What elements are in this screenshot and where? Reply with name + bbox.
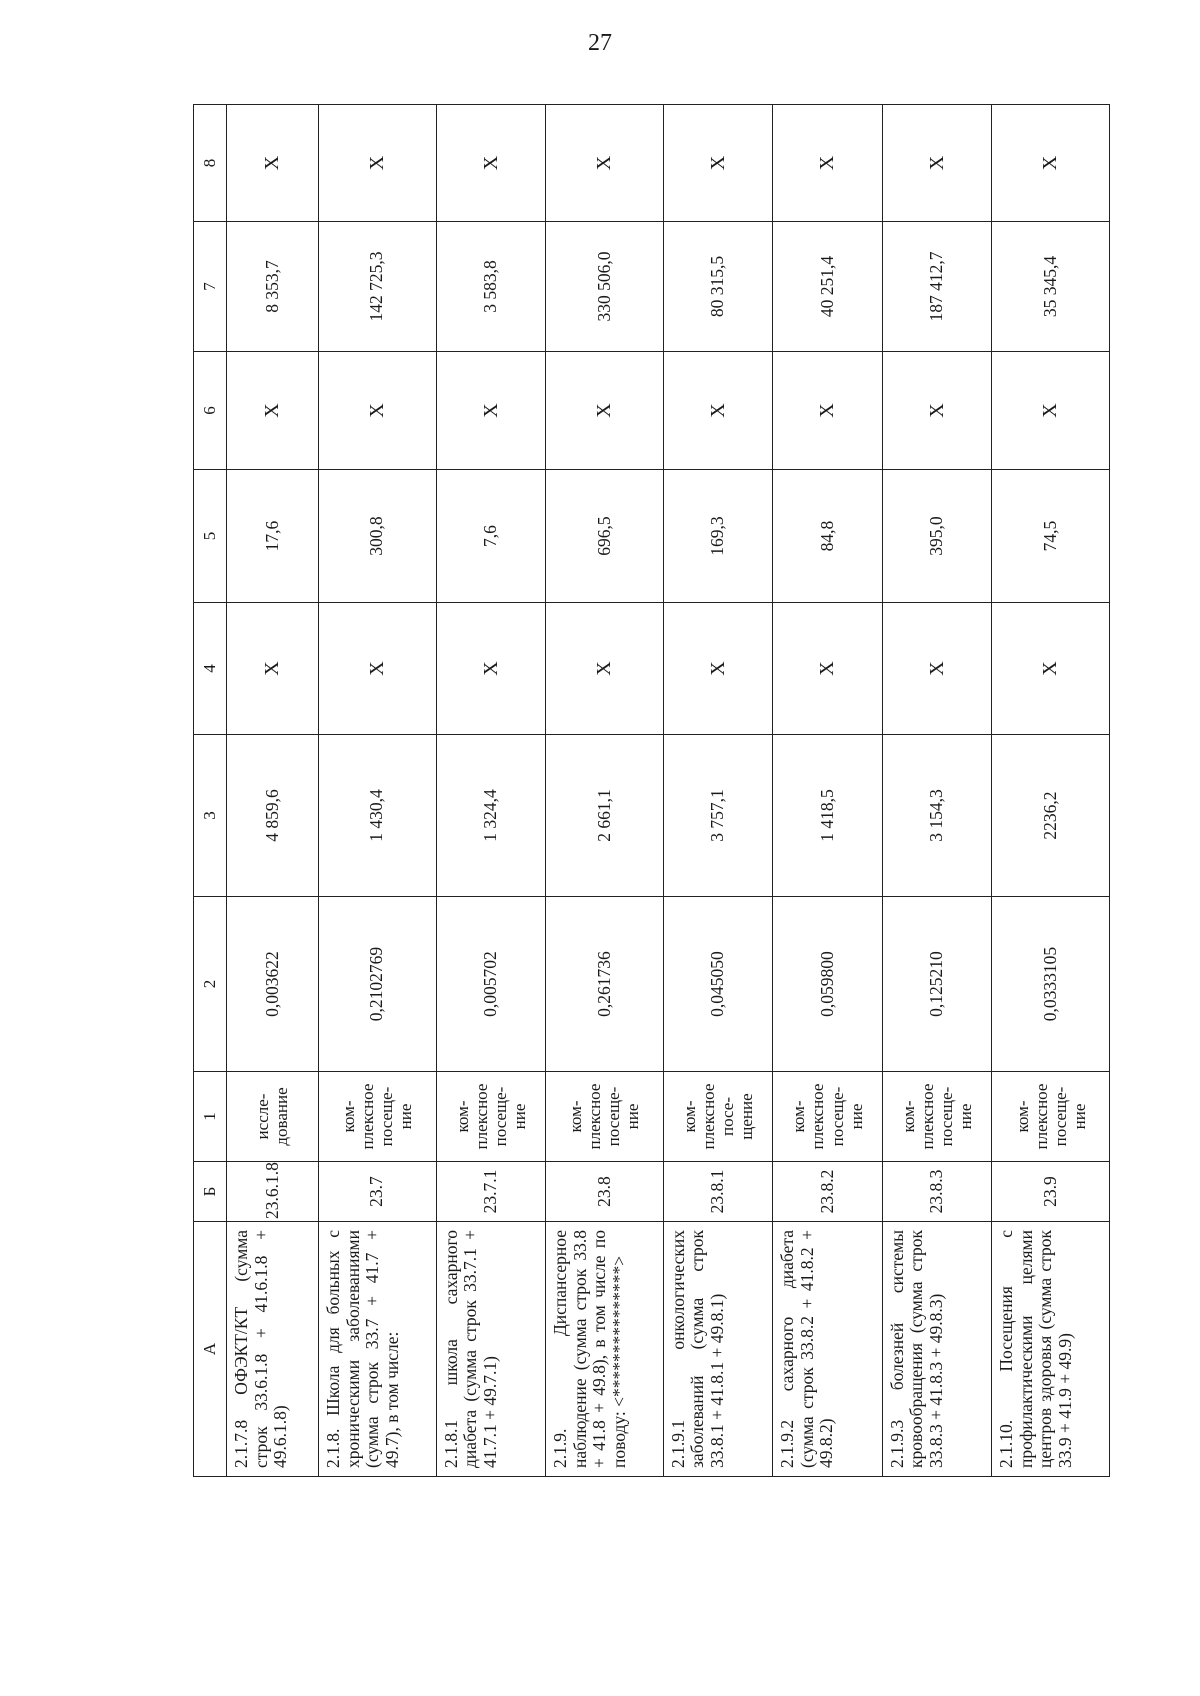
cell-col-4: X [773,603,882,735]
cell-col-2: 0,2102769 [318,897,436,1072]
header-cell-2: 2 [194,897,227,1072]
cell-col-8: X [663,105,772,222]
cell-col-7: 35 345,4 [992,222,1110,352]
row-name: 2.1.7.8 ОФЭКТ/КТ (сумма строк 33.6.1.8 + 41.6.1.8 + 49.6.1.8) [227,1222,319,1477]
table-row [773,105,882,1477]
cell-col-5: 395,0 [882,470,991,603]
row-unit: ком-плексное посеще-ние [882,1072,991,1162]
cell-col-2: 0,125210 [882,897,991,1072]
cell-col-2: 0,045050 [663,897,772,1072]
cell-col-4: X [992,603,1110,735]
cell-col-7: 40 251,4 [773,222,882,352]
cell-col-8: X [882,105,991,222]
cell-col-3: 3 154,3 [882,735,991,897]
cell-col-6: X [992,352,1110,470]
header-cell-b: Б [194,1162,227,1222]
cell-col-4: X [882,603,991,735]
row-name: 2.1.9.3 болезней системы кровообращения (сумма строк 33.8.3 + 41.8.3 + 49.8.3) [882,1222,991,1477]
cell-col-6: X [773,352,882,470]
row-name: 2.1.9.2 сахарного диабета (сумма строк 33.8.2 + 41.8.2 + 49.8.2) [773,1222,882,1477]
cell-col-2: 0,005702 [436,897,545,1072]
cell-col-5: 169,3 [663,470,772,603]
cell-col-7: 80 315,5 [663,222,772,352]
header-cell-5: 5 [194,470,227,603]
row-unit: иссле-дование [227,1072,319,1162]
cell-col-7: 8 353,7 [227,222,319,352]
cell-col-5: 7,6 [436,470,545,603]
cell-col-4: X [318,603,436,735]
row-code: 23.8 [546,1162,664,1222]
cell-col-4: X [546,603,664,735]
row-name: 2.1.8.1 школа сахарного диабета (сумма строк 33.7.1 + 41.7.1 + 49.7.1) [436,1222,545,1477]
row-code: 23.8.2 [773,1162,882,1222]
row-code: 23.9 [992,1162,1110,1222]
table-row [436,105,545,1477]
cell-col-6: X [318,352,436,470]
row-code: 23.7.1 [436,1162,545,1222]
cell-col-6: X [227,352,319,470]
cell-col-3: 2 661,1 [546,735,664,897]
header-cell-6: 6 [194,352,227,470]
cell-col-5: 696,5 [546,470,664,603]
cell-col-4: X [436,603,545,735]
table-row [882,105,991,1477]
cell-col-2: 0,261736 [546,897,664,1072]
header-cell-4: 4 [194,603,227,735]
cell-col-3: 1 324,4 [436,735,545,897]
row-unit: ком-плексное посеще-ние [773,1072,882,1162]
cell-col-5: 74,5 [992,470,1110,603]
cell-col-6: X [436,352,545,470]
row-name: 2.1.9. Диспансерное наблюдение (сумма строк 33.8 + 41.8 + 49.8), в том числе по поводу: <***************> [546,1222,664,1477]
cell-col-7: 187 412,7 [882,222,991,352]
data-table [193,104,1110,1477]
header-cell-1: 1 [194,1072,227,1162]
row-name: 2.1.9.1 онкологических заболеваний (сумма строк 33.8.1 + 41.8.1 + 49.8.1) [663,1222,772,1477]
cell-col-3: 1 430,4 [318,735,436,897]
row-code: 23.6.1.8 [227,1162,319,1222]
cell-col-3: 3 757,1 [663,735,772,897]
row-unit: ком-плексное посеще-ние [436,1072,545,1162]
cell-col-6: X [663,352,772,470]
cell-col-4: X [227,603,319,735]
cell-col-8: X [773,105,882,222]
table-row [663,105,772,1477]
row-unit: ком-плексное посеще-ние [318,1072,436,1162]
rotated-table-wrapper [193,105,1110,1477]
cell-col-7: 3 583,8 [436,222,545,352]
header-row [194,105,227,1477]
cell-col-7: 142 725,3 [318,222,436,352]
cell-col-2: 0,059800 [773,897,882,1072]
table-row [992,105,1110,1477]
cell-col-8: X [318,105,436,222]
cell-col-3: 2236,2 [992,735,1110,897]
header-cell-a: А [194,1222,227,1477]
header-cell-3: 3 [194,735,227,897]
cell-col-5: 17,6 [227,470,319,603]
table-row [227,105,319,1477]
cell-col-6: X [882,352,991,470]
row-code: 23.7 [318,1162,436,1222]
row-code: 23.8.1 [663,1162,772,1222]
cell-col-7: 330 506,0 [546,222,664,352]
cell-col-8: X [436,105,545,222]
table-row [546,105,664,1477]
row-unit: ком-плексное посеще-ние [546,1072,664,1162]
row-unit: ком-плексное посеще-ние [992,1072,1110,1162]
row-code: 23.8.3 [882,1162,991,1222]
row-unit: ком-плексное посе-щение [663,1072,772,1162]
cell-col-2: 0,003622 [227,897,319,1072]
cell-col-3: 1 418,5 [773,735,882,897]
row-name: 2.1.10. Посещения с профилактическими целями центров здоровья (сумма строк 33.9 + 41.9 + 49.9) [992,1222,1110,1477]
row-name: 2.1.8. Школа для больных с хроническими заболеваниями (сумма строк 33.7 + 41.7 + 49.7), в том числе: [318,1222,436,1477]
cell-col-5: 300,8 [318,470,436,603]
cell-col-2: 0,0333105 [992,897,1110,1072]
header-cell-8: 8 [194,105,227,222]
cell-col-6: X [546,352,664,470]
cell-col-8: X [992,105,1110,222]
cell-col-3: 4 859,6 [227,735,319,897]
page-number: 27 [588,30,612,56]
cell-col-4: X [663,603,772,735]
cell-col-8: X [227,105,319,222]
header-cell-7: 7 [194,222,227,352]
cell-col-8: X [546,105,664,222]
table-row [318,105,436,1477]
cell-col-5: 84,8 [773,470,882,603]
